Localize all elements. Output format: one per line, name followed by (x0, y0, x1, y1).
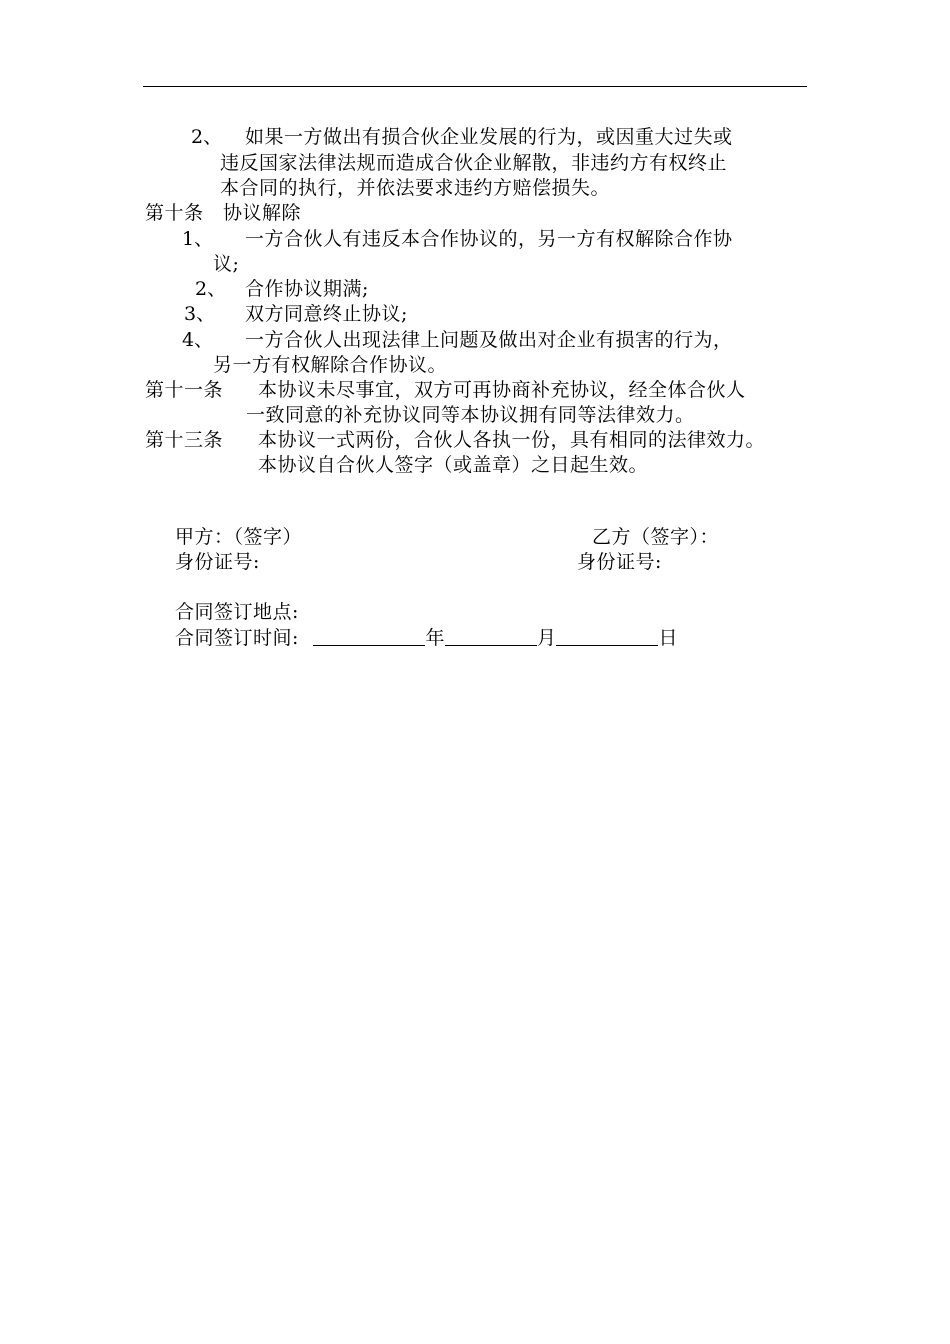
clause10-item3-line1: 双方同意终止协议; (245, 303, 408, 325)
clause9-item2-line1: 如果一方做出有损合伙企业发展的行为，或因重大过失或 (245, 126, 733, 148)
clause11-line2: 一致同意的补充协议同等本协议拥有同等法律效力。 (246, 404, 695, 426)
clause10-item1-number: 1、 (182, 228, 214, 250)
clause10-item2-number: 2、 (195, 278, 227, 300)
party-a-id-label: 身份证号: (175, 551, 260, 573)
clause10-item1-line1: 一方合伙人有违反本合作协议的，另一方有权解除合作协 (245, 228, 733, 250)
signing-time-row (175, 625, 678, 650)
year-label: 年 (425, 627, 445, 649)
year-blank[interactable] (313, 625, 425, 646)
clause9-item2-line3: 本合同的执行，并依法要求违约方赔偿损失。 (220, 177, 611, 199)
clause10-item1-line2: 议; (213, 253, 240, 275)
signing-place-label: 合同签订地点: (175, 601, 299, 623)
month-label: 月 (536, 627, 557, 649)
clause10-item2-line1: 合作协议期满; (245, 278, 369, 300)
clause10-item4-number: 4、 (182, 329, 214, 351)
month-blank[interactable] (445, 625, 537, 646)
clause13-label: 第十三条 (145, 429, 224, 451)
clause13-line2: 本协议自合伙人签字（或盖章）之日起生效。 (258, 454, 649, 476)
clause9-item2-number: 2、 (191, 126, 223, 148)
signing-time-label: 合同签订时间: (175, 627, 299, 649)
party-b-id-label: 身份证号: (577, 551, 662, 573)
clause11-line1: 本协议未尽事宜，双方可再协商补充协议，经全体合伙人 (258, 379, 746, 401)
clause11-label: 第十一条 (145, 379, 224, 401)
header-rule (143, 86, 807, 87)
party-a-signature-label: 甲方：（签字） (175, 526, 303, 548)
clause9-item2-line2: 违反国家法律法规而造成合伙企业解散，非违约方有权终止 (220, 152, 728, 174)
day-blank[interactable] (556, 625, 658, 646)
clause10-item3-number: 3、 (184, 303, 216, 325)
clause10-item4-line1: 一方合伙人出现法律上问题及做出对企业有损害的行为， (245, 329, 733, 351)
party-b-signature-label: 乙方（签字）： (592, 526, 720, 548)
clause13-line1: 本协议一式两份，合伙人各执一份，具有相同的法律效力。 (258, 429, 766, 451)
clause10-title: 第十条 协议解除 (145, 202, 302, 224)
day-label: 日 (658, 627, 678, 649)
clause10-item4-line2: 另一方有权解除合作协议。 (213, 354, 448, 376)
